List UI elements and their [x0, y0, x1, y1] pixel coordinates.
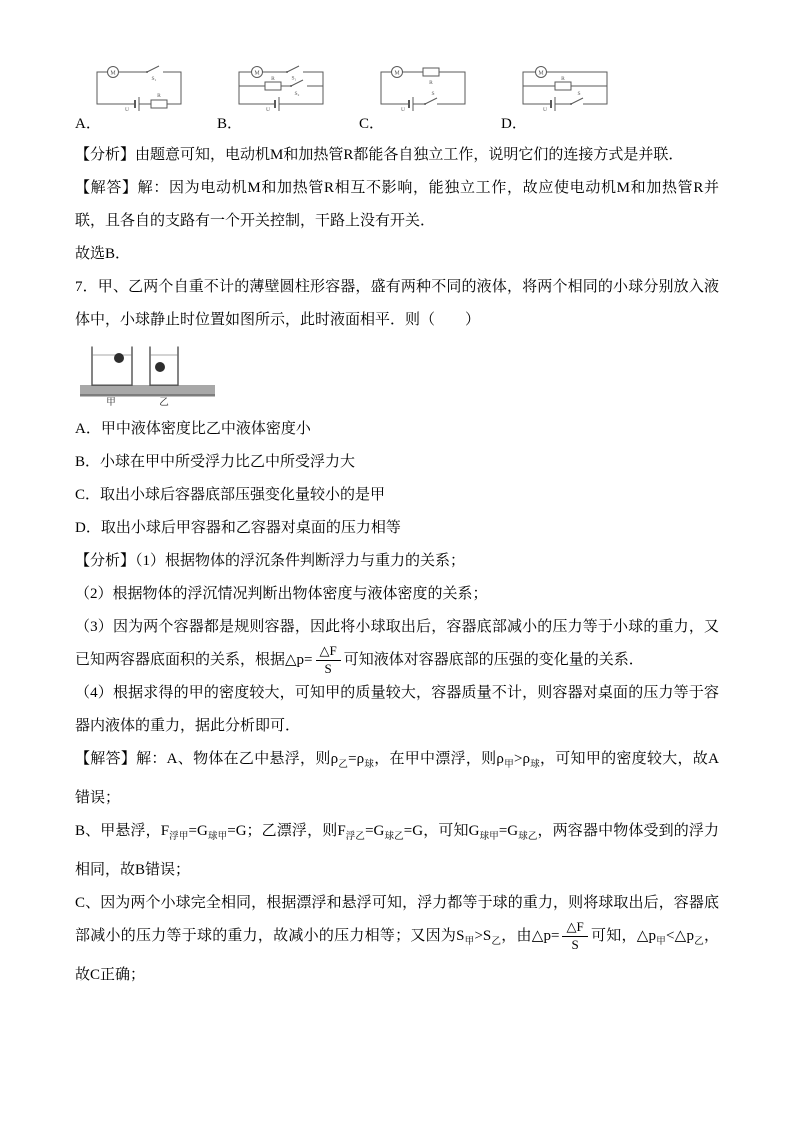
- switch-label: S: [577, 91, 581, 97]
- circuit-option-d-label: D．: [501, 116, 527, 132]
- option-d: D．取出小球后甲容器和乙容器对桌面的压力相等: [75, 520, 401, 536]
- option-c: C．取出小球后容器底部压强变化量较小的是甲: [75, 487, 386, 503]
- subscript: 球甲: [479, 832, 499, 842]
- subscript: 乙: [491, 937, 502, 947]
- answer-paragraph-q6: 【解答】解：因为电动机M和加热管R相互不影响，能独立工作，故应使电动机M和加热管R并联，且各自的支路有一个开关控制，干路上没有开关．: [75, 180, 719, 229]
- circuit-option-c-label: C．: [359, 116, 385, 132]
- switch-label: S₁: [151, 76, 157, 82]
- analysis-point-1: 【分析】（1）根据物体的浮沉条件判断浮力与重力的关系；: [75, 553, 466, 569]
- subscript: 甲: [503, 760, 514, 770]
- circuit-option-c: [359, 64, 471, 135]
- fraction: $\frac{\triangle F}{S}$: [562, 920, 587, 953]
- answer-step-b: B、甲悬浮，$F_{浮甲}=G_{球甲}=G$；乙漂浮，则$F_{浮乙}=G_{球乙}=G$，可知$G_{球甲}=G_{球乙}$，两容器中物体受到的浮力相同，故B错误；: [75, 823, 719, 878]
- subscript: 浮乙: [345, 832, 366, 842]
- option-a: A．甲中液体密度比乙中液体密度小: [75, 421, 311, 437]
- switch1-label: S₁: [291, 75, 297, 82]
- subscript: 甲: [655, 937, 666, 947]
- switch2-label: S₂: [294, 91, 300, 97]
- resistor-label: R: [271, 76, 275, 82]
- analysis-point-3: （3）因为两个容器都是规则容器，因此将小球取出后，容器底部减小的压力等于小球的重力，又已知两容器底面积的关系，根据△p= $\frac{\triangle F}{S}$ 可知液体对容器底部的压强的变化量的关系．: [75, 619, 719, 677]
- circuit-option-b-label: B．: [217, 116, 243, 132]
- container-figure: [80, 343, 719, 407]
- battery-label: U: [266, 107, 270, 112]
- subscript: 球乙: [384, 832, 404, 842]
- motor-label: M: [254, 70, 260, 77]
- analysis-paragraph-q6: 【分析】由题意可知，电动机M和加热管R都能各自独立工作，说明它们的连接方式是并联．: [75, 147, 684, 163]
- question-7-stem: 7．甲、乙两个自重不计的薄壁圆柱形容器，盛有两种不同的液体，将两个相同的小球分别放入液体中，小球静止时位置如图所示，此时液面相平．则（ ）: [75, 279, 719, 328]
- battery-label: U: [401, 107, 405, 112]
- subscript: 球甲: [207, 832, 228, 842]
- conclusion-q6: 故选B．: [75, 246, 131, 262]
- circuit-diagram-c-icon: [377, 64, 469, 112]
- subscript: 球乙: [518, 832, 538, 842]
- resistor-label: R: [429, 80, 433, 86]
- answer-step-a: 【解答】解：A、物体在乙中悬浮，则$\rho_乙=\rho_球$，在甲中漂浮，则$\rho_甲>\rho_球$，可知甲的密度较大，故A错误；: [75, 751, 719, 806]
- subscript: 甲: [464, 937, 475, 947]
- subscript: 球: [529, 760, 540, 770]
- container-jia-label: 甲: [106, 398, 116, 407]
- container-yi-label: 乙: [159, 398, 169, 407]
- circuit-diagram-b-icon: [235, 64, 327, 112]
- resistor-label: R: [157, 93, 161, 99]
- circuit-option-a: [75, 64, 187, 135]
- resistor-label: R: [561, 76, 565, 82]
- motor-label: M: [538, 70, 544, 77]
- subscript: 浮甲: [169, 832, 189, 842]
- subscript: 球: [364, 760, 375, 770]
- circuit-diagram-a-icon: [93, 64, 185, 112]
- analysis-point-2: （2）根据物体的浮沉情况判断出物体密度与液体密度的关系；: [75, 586, 488, 602]
- analysis-point-4: （4）根据求得的甲的密度较大，可知甲的质量较大，容器质量不计，则容器对桌面的压力等于容器内液体的重力，据此分析即可．: [75, 685, 719, 734]
- fraction: $\frac{\triangle F}{S}$: [316, 644, 341, 677]
- option-b: B．小球在甲中所受浮力比乙中所受浮力大: [75, 454, 356, 470]
- motor-label: M: [394, 70, 400, 77]
- circuit-option-d: [501, 64, 613, 135]
- battery-label: U: [125, 107, 129, 112]
- battery-label: U: [543, 107, 547, 112]
- circuit-option-a-label: A．: [75, 116, 101, 132]
- switch-label: S: [431, 91, 435, 97]
- circuit-option-b: [217, 64, 329, 135]
- subscript: 乙: [693, 937, 704, 947]
- motor-label: M: [110, 70, 116, 77]
- circuit-diagram-d-icon: [519, 64, 611, 112]
- subscript: 乙: [338, 760, 349, 770]
- circuit-options-row: [75, 64, 719, 135]
- liquid-containers-figure-icon: [80, 343, 215, 407]
- answer-step-c: C、因为两个小球完全相同，根据漂浮和悬浮可知，浮力都等于球的重力，则将球取出后，容器底部减小的压力等于球的重力，故减小的压力相等；又因为$S_甲>S_乙$，由△p= $\frac{\triangle F}{S}$ 可知，$\triangle p_甲<\triangle p_乙$，故C正确；: [75, 895, 719, 983]
